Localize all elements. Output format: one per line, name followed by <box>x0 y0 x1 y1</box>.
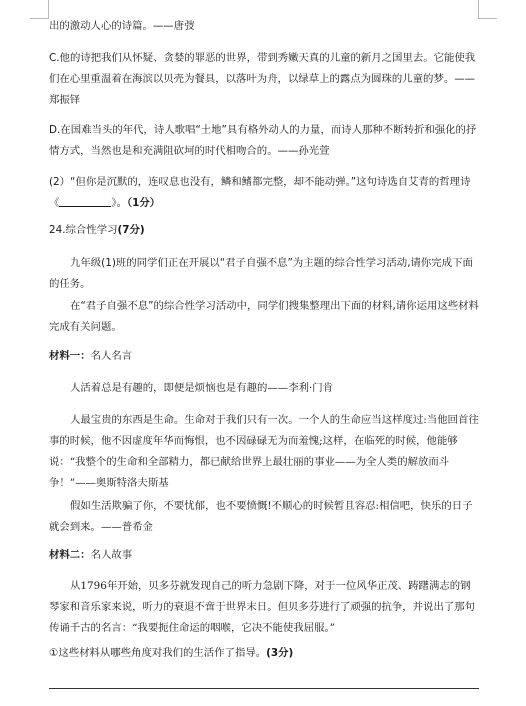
beethoven-story: 从1796年开始，贝多芬就发现自己的听力急剧下降，对于一位风华正茂、踌躇满志的钢琴家和音乐家来说，听力的衰退不啻于世界末日。但贝多芬进行了顽强的抗争，并说出了那句传诵千古的名言：“我要扼住命运的咽喉，它决不能使我屈服。” <box>49 580 476 634</box>
sub-question-1-score: (3分) <box>266 647 294 659</box>
option-d: D.在国难当头的年代，诗人歌唱“土地”具有格外动人的力量，而诗人那种不断转折和强化的抒情方式，当然也是和充满阻砍坷的时代相吻合的。——孙光萱 <box>49 124 477 157</box>
material-1-title: 名人名言 <box>90 350 133 362</box>
crop-mark-top-left-horizontal <box>30 18 49 19</box>
question-2-close: 》。 <box>111 197 127 209</box>
task-paragraph: 在“君子自强不息”的综合性学习活动中，同学们搜集整理出下面的材料,请你运用这些材料完成有关问题。 <box>49 300 479 333</box>
material-2-heading <box>49 545 479 566</box>
quote-mencken: 人活着总是有趣的，即便是烦恼也是有趣的——李利·门肯 <box>70 382 334 394</box>
crop-mark-top-right-horizontal <box>478 18 497 19</box>
text-line-tang-tao: 出的激动人心的诗篇。——唐弢 <box>49 20 195 32</box>
question-2-text: (2）“但你是沉默的，连叹息也没有，鳞和鳍都完整，却不能动弹。”这句诗选自艾青的哲理诗《 <box>49 176 471 209</box>
question-2-score: （1分） <box>126 197 161 209</box>
material-2-label: 材料二： <box>49 549 91 561</box>
material-1-heading <box>49 346 479 367</box>
answer-line[interactable] <box>49 688 479 689</box>
material-1-label: 材料一： <box>49 350 91 362</box>
quote-ostrovsky: 人最宝贵的东西是生命。生命对于我们只有一次。一个人的生命应当这样度过:当他回首往事的时候，他不因虚度年华而悔恨，也不因碌碌无为而羞愧;这样，在临死的时候，他能够说：“我整个的生命和全部精力，都已献给世界上最壮丽的事业——为全人类的解放而斗争！”——奥斯特洛夫斯基 <box>49 414 479 489</box>
material-2-title: 名人故事 <box>90 549 133 561</box>
answer-blank[interactable] <box>59 196 111 207</box>
option-c: C.他的诗把我们从怀疑、贪婪的罪恶的世界，带到秀嫩天真的儿童的新月之国里去。它能使我们在心里重温着在海滨以贝壳为餐具，以落叶为舟，以绿草上的露点为圆珠的儿童的梦。——郑振铎 <box>49 52 476 106</box>
question-2 <box>49 172 479 214</box>
question-24-score: (7分) <box>117 224 145 236</box>
intro-paragraph: 九年级(1)班的同学们正在开展以“君子自强不息”为主题的综合性学习活动,请你完成下面的任务。 <box>49 257 473 290</box>
question-24-label: 24.综合性学习 <box>49 224 118 236</box>
quote-pushkin: 假如生活欺骗了你，不要忧郁，也不要愤慨!不顺心的时候暂且容忍:相信吧，快乐的日子就会到来。——普希金 <box>49 500 473 533</box>
sub-question-1-text: ①这些材料从哪些角度对我们的生活作了指导。 <box>49 647 267 659</box>
sub-question-1 <box>49 643 479 664</box>
question-24-title <box>49 220 479 241</box>
